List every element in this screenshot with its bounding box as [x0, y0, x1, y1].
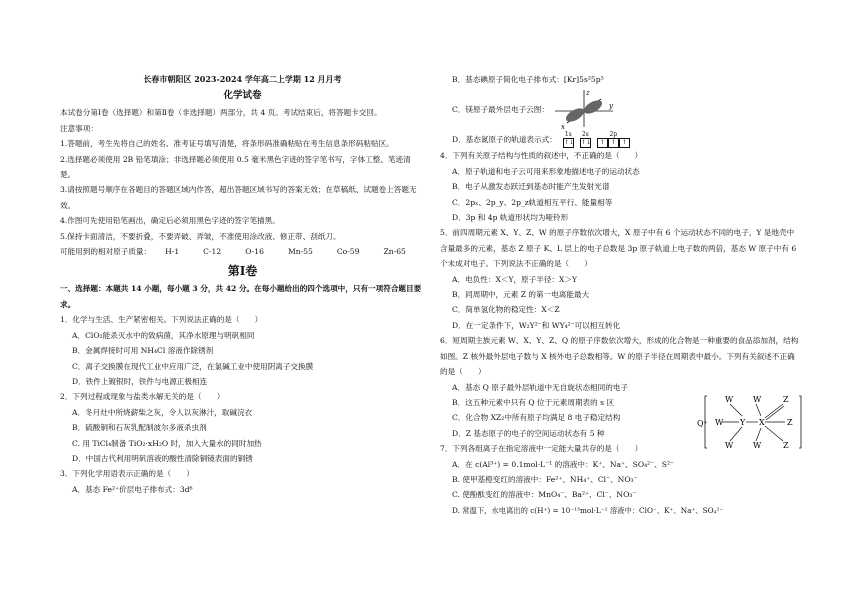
struct-atom: W — [715, 418, 724, 427]
question-1-option-b: B．金属焊接时可用 NH₄Cl 溶液作除锈剂 — [72, 346, 214, 356]
mass-h: H-1 — [165, 247, 180, 257]
question-1-option-c: C．离子交换膜在现代工业中应用广泛，在氯碱工业中使用阴离子交换膜 — [72, 361, 314, 371]
question-7-option-a: A．在 c(Al³⁺) = 0.1mol·L⁻¹ 的溶液中：K⁺、Na⁺、SO₄²⁻、S²⁻ — [452, 459, 675, 469]
orbital-2s: 2s ↑↓ — [580, 131, 591, 147]
question-3-option-b: B．基态碘原子简化电子排布式：[Kr]5s²5p⁵ — [452, 75, 604, 84]
struct-atom: X — [759, 418, 765, 427]
exam-title: 长春市朝阳区 2023-2024 学年高二上学期 12 月月考 — [143, 74, 342, 84]
struct-charge: Q⁺ — [697, 419, 708, 428]
axis-x-label: x — [560, 123, 565, 132]
question-6-option-a: A．基态 Q 原子最外层轨道中无自旋状态相同的电子 — [452, 382, 629, 392]
question-2-option-d: D．中国古代利用明矾溶液的酸性清除铜镜表面的铜锈 — [72, 453, 253, 463]
electron-cloud-figure — [549, 87, 619, 131]
question-4-option-c: C．2pₓ、2p_y、2p_z轨道相互平行、能量相等 — [452, 197, 613, 207]
mass-c: C-12 — [203, 247, 222, 257]
struct-atom: Y — [740, 418, 746, 427]
exam-subtitle: 化学试卷 — [223, 90, 262, 102]
question-7-option-b: B. 使甲基橙变红的溶液中：Fe²⁺、NH₄⁺、Cl⁻、NO₃⁻ — [452, 474, 638, 484]
question-2-option-c: C. 用 TiCl₄制备 TiO₂·xH₂O 时，加入大量水的同时加热 — [72, 438, 262, 448]
question-1-option-a: A．ClO₂能杀灭水中的致病菌，其净水原理与明矾相同 — [72, 330, 255, 340]
question-4-option-d: D．3p 和 4p 轨道形状均为哑铃形 — [452, 213, 569, 223]
question-3-stem: 3．下列化学用语表示正确的是（ ） — [60, 469, 194, 479]
note-4: 4.作图可先使用铅笔画出，确定后必须用黑色字迹的签字笔描黑。 — [60, 216, 280, 226]
question-5-option-c: C．简单氢化物的稳定性：X＜Z — [452, 305, 560, 315]
question-2-option-a: A．冬月灶中所烧薪柴之灰，令人以灰淋汁，取碱浣衣 — [72, 407, 253, 417]
question-7-option-d: D. 常温下，水电离出的 c(H⁺) = 10⁻¹³mol·L⁻¹ 溶液中：ClO⁻、K⁺、Na⁺、SO₄²⁻ — [452, 505, 724, 515]
question-6-option-b: B．这五种元素中只有 Q 位于元素周期表的 s 区 — [452, 397, 615, 407]
q6-structure-figure — [695, 392, 805, 452]
notes-title: 注意事项： — [60, 123, 98, 133]
struct-atom: W — [753, 395, 762, 404]
question-5-option-a: A．电负性：X＜Y，原子半径：X＞Y — [452, 274, 578, 284]
orbital-box: ↑↓ — [563, 139, 574, 147]
question-3-option-a: A．基态 Fe²⁺价层电子排布式：3d⁶ — [72, 484, 193, 494]
question-5-stem: 5．前四周期元素 X、Y、Z、W 的原子序数依次增大，X 原子中有 6 个运动状态不同的电子，Y 是地壳中含量最多的元素，基态 Z 原子 K、L 层上的电子总数是 3p 原子轨道上电子数的两倍，基态 W 原子中有 6 个未成对电子。下列说法不正确的是（ ） — [440, 228, 797, 269]
struct-atom: Z — [783, 441, 789, 450]
question-6-stem: 6．短周期主族元素 W、X、Y、Z、Q 的原子序数依次增大，形成的化合物是一种重要的食品添加剂，结构如图。Z 核外最外层电子数与 X 核外电子总数相等。W 的原子半径在周期表中最小。下列有关叙述不正确的是（ ） — [440, 336, 799, 377]
mass-o: O-16 — [245, 247, 264, 257]
part-one-instruction: 一、选择题：本题共 14 小题，每小题 3 分，共 42 分。在每小题给出的四个选项中，只有一项符合题目要求。 — [60, 284, 422, 309]
orbital-box: ↑↓ — [580, 139, 591, 147]
note-5: 5.保持卡面清洁，不要折叠，不要弄破、弄皱，不准使用涂改液、修正带、刮纸刀。 — [60, 231, 341, 241]
note-2: 2.选择题必须使用 2B 铅笔填涂；非选择题必须使用 0.5 毫米黑色字迹的签字笔书写，字体工整、笔迹清楚。 — [60, 154, 411, 180]
question-3-option-d-text: D．基态氮原子的轨道表示式： — [452, 135, 557, 145]
question-2-option-b: B．硫酸铜和石灰乳配制波尔多液杀虫剂 — [72, 423, 207, 433]
question-2-stem: 2．下列过程或现象与盐类水解无关的是（ ） — [60, 392, 225, 402]
orbital-1s: 1s ↑↓ — [563, 131, 574, 147]
orbital-box: ↑ — [608, 138, 619, 148]
note-1: 1.答题前，考生先将自己的姓名、准考证号填写清楚，将条形码准确粘贴在考生信息条形码粘贴区。 — [60, 139, 394, 149]
atomic-masses — [60, 244, 425, 259]
struct-atom: W — [753, 441, 762, 450]
mass-mn: Mn-55 — [287, 247, 313, 257]
question-6-option-c: C．化合物 XZ₂中所有原子均满足 8 电子稳定结构 — [452, 413, 621, 423]
orbital-2p: 2p ↑ ↑ ↑ — [597, 131, 630, 148]
axis-z-label: z — [585, 89, 590, 98]
question-6-option-d: D．Z 基态原子的电子的空间运动状态有 5 种 — [452, 428, 605, 438]
struct-atom: W — [725, 395, 734, 404]
question-5-option-b: B．同周期中，元素 Z 的第一电离能最大 — [452, 290, 590, 300]
orbital-box: ↑ — [597, 138, 608, 148]
axis-y-label: y — [608, 102, 613, 111]
question-4-option-b: B．电子从激发态跃迁到基态时能产生发射光谱 — [452, 182, 610, 192]
question-3-option-c — [440, 87, 800, 131]
struct-atom: Z — [783, 395, 789, 404]
question-1-option-d: D．铁件上镀银时，铁件与电源正极相连 — [72, 376, 208, 386]
question-4-option-a: A．原子轨道和电子云可用来形象地描述电子的运动状态 — [452, 166, 640, 176]
question-3-option-d — [440, 131, 800, 148]
left-column — [60, 72, 425, 497]
masses-label: 可能用到的相对原子质量： — [60, 247, 152, 257]
struct-atom: Z — [787, 418, 793, 427]
orbital-box: ↑ — [619, 138, 630, 148]
part-one-heading: 第Ⅰ卷 — [227, 264, 258, 279]
question-5-option-d: D．在一定条件下，W₂Y²⁻和 WY₄²⁻可以相互转化 — [452, 320, 621, 330]
question-1-stem: 1．化学与生活、生产紧密相关。下列说法正确的是（ ） — [60, 315, 263, 325]
note-3: 3.请按照题号顺序在各题目的答题区域内作答，超出答题区域书写的答案无效；在草稿纸、试题卷上答题无效。 — [60, 185, 417, 210]
question-7-stem: 7．下列各组离子在指定溶液中一定能大量共存的是（ ） — [440, 444, 643, 454]
question-7-option-c: C. 使酚酞变红的溶液中：MnO₄⁻、Ba²⁺、Cl⁻、NO₃⁻ — [452, 490, 637, 500]
mass-zn: Zn-65 — [383, 247, 406, 257]
question-4-stem: 4．下列有关原子结构与性质的叙述中，不正确的是（ ） — [440, 151, 643, 161]
intro-text: 本试卷分第Ⅰ卷（选择题）和第Ⅱ卷（非选择题）两部分，共 4 页。考试结束后，将答题卡交回。 — [60, 108, 382, 118]
mass-co: Co-59 — [336, 247, 360, 257]
struct-atom: W — [725, 441, 734, 450]
question-3-option-c-text: C．镁原子最外层电子云图： — [452, 104, 549, 114]
